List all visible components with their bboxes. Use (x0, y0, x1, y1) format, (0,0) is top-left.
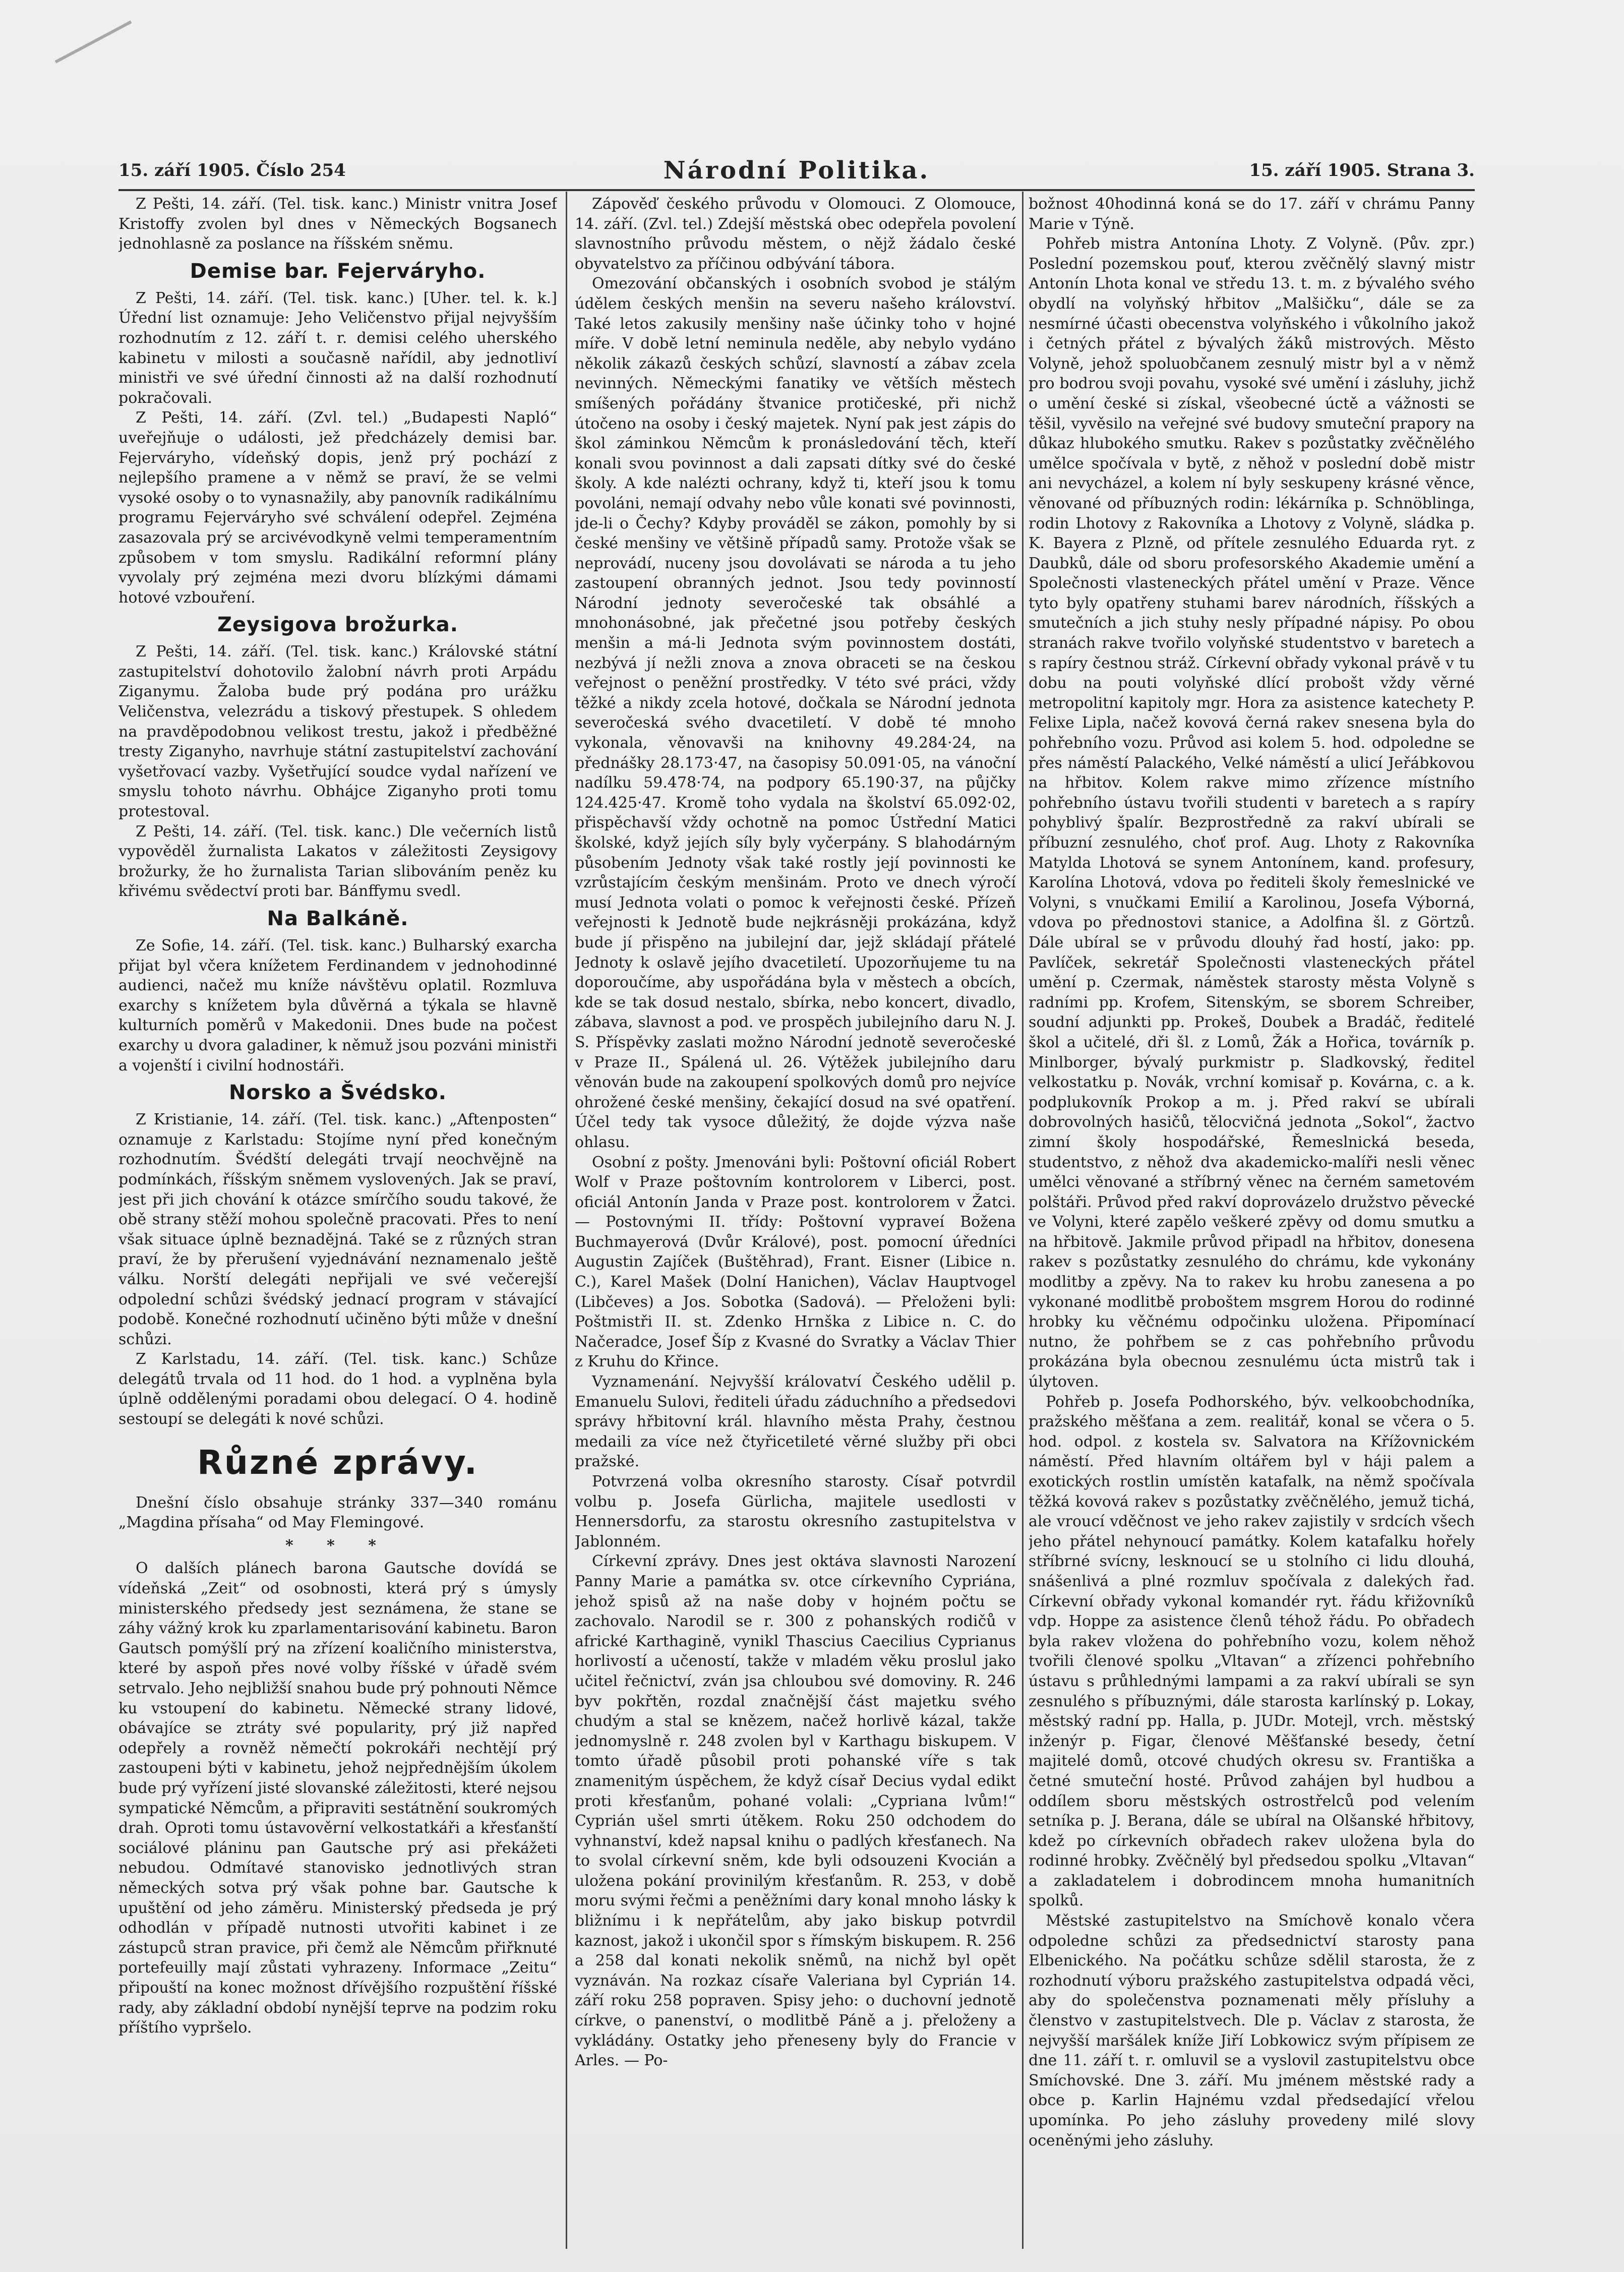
column-divider-2 (1022, 192, 1024, 2249)
article-paragraph: Potvrzená volba okresního starosty. Císař potvrdil volbu p. Josefa Gürlicha, majitele usedlosti v Hennersdorfu, za starostu okresního zastupitelstva v Jablonném. (575, 1473, 1016, 1550)
separator-stars: * * * (285, 1536, 390, 1554)
article-paragraph: Vyznamenání. Nejvyšší královatví Českého udělil p. Emanuelu Sulovi, řediteli úřadu záduchního a předsedovi správy hřbitovní král. hlavního města Prahy, čestnou medaili za více než čtyřicetileté věrné služby při obci pražské. (575, 1373, 1016, 1471)
section-heading: Norsko a Švédsko. (229, 1081, 447, 1105)
section-heading: Zeysigova brožurka. (217, 613, 458, 637)
section-heading: Demise bar. Fejerváryho. (190, 259, 486, 283)
header-date-page: 15. září 1905. Strana 3. (1249, 160, 1475, 181)
article-paragraph: Z Pešti, 14. září. (Tel. tisk. kanc.) Královské státní zastupitelství dohotovilo žalobní návrh proti Arpádu Ziganymu. Žaloba bude prý podána pro urážku Veličenstva, velezrádu a tiskový přestupek. S ohledem na pravděpodobnou velikost trestu, jakož i předběžné tresty Ziganyho, navrhuje státní zastupitelství zachování vyšetřovací vazby. Vyšetřující soudce vydal nařízení ve smyslu tohoto návrhu. Obhájce Ziganyho proti tomu protestoval. (118, 643, 557, 821)
section-heading-large: Různé zprávy. (197, 1443, 478, 1482)
column-2 (575, 194, 1016, 2246)
article-paragraph: Z Karlstadu, 14. září. (Tel. tisk. kanc.) Schůze delegátů trvala od 11 hod. do 1 hod. a vyplněna byla úplně oddělenými poradami obou delegací. O 4. hodině sestoupí se delegáti k nové schůzi. (118, 1350, 557, 1428)
header-rule (118, 189, 1475, 191)
article-paragraph: Městské zastupitelstvo na Smíchově konalo včera odpoledne schůzi za předsednictví starosty pana Elbenického. Na počátku schůze sdělil starosta, že z rozhodnutí výboru pražského zastupitelstva odpadá věci, aby do společenstva poznamenati měly přísluhy a členstvo v zastupitelstvech. Dle p. Václav z starosta, že nejvyšší maršálek kníže Jiří Lobkowicz svým přípisem ze dne 11. září t. r. omluvil se a vyslovil zastupitelstvu obce Smíchovské. Dne 3. září. Mu jménem městské rady a obce p. Karlin Hajnému vzdal předsedající vřelou upomínka. Po jeho zásluhy provedeny milé slovy oceněnými jeho zásluhy. (1029, 1912, 1475, 2149)
column-divider-1 (566, 192, 567, 2249)
article-paragraph: Osobní z pošty. Jmenováni byli: Poštovní oficiál Robert Wolf v Praze poštovním kontrolorem v Liberci, post. oficiál Antonín Janda v Praze post. kontrolorem v Žatci. — Postovnými II. třídy: Poštovní vypraveí Božena Buchmayerová (Dvůr Králové), post. pomocní úředníci Augustin Zajíček (Buštěhrad), Frant. Eisner (Libice n. C.), Karel Mašek (Dolní Hanichen), Václav Hauptvogel (Libčeves) a Jos. Sobotka (Sadová). — Přeloženi byli: Poštmistři II. st. Zdenko Hrnška z Libice n. C. do Načeradce, Josef Šíp z Kvasné do Svratky a Václav Thier z Kruhu do Křince. (575, 1153, 1016, 1371)
article-paragraph: O dalších plánech barona Gautsche dovídá se vídeňská „Zeit“ od osobnosti, která prý s úmysly ministerského předsedy jest seznámena, že stane se záhy vážný krok ku zparlamentarisování kabinetu. Baron Gautsch pomýšlí prý na zřízení koaličního ministerstva, které by aspoň přes nové volby říšské v úřadě svém setrvalo. Jeho nejbližší snahou bude prý pohnouti Němce ku vstoupení do kabinetu. Německé strany lidové, obávajíce se ztráty své popularity, prý již napřed odepřely a rovněž němečtí pokrokáři nechtějí prý zastoupeni býti v kabinetu, jehož nejpřednějším úkolem bude prý vyřízení jisté slovanské záležitosti, které nejsou sympatické Němcům, a připraviti sestátnění soukromých drah. Oproti tomu ústavověrní velkostatkáři a křesťanští sociálové pláninu pan Gautsche prý asi překážeti nebudou. Odmítavé stanovisko jednotlivých stran německých sotva prý však pohne bar. Gautsche k upuštění od jeho záměru. Ministerský předseda je prý odhodlán v případě nutnosti utvořiti kabinet i ze zástupců stran pravice, při čemž ale Němcům přiřknuté portefeuilly mají zůstati vyhrazeny. Informace „Zeitu“ připouští na konec možnost dřívějšího rozpuštění říšské rady, aby základní období nynější teprve na podzim roku příštího vypršelo. (118, 1560, 557, 2037)
article-paragraph: Církevní zprávy. Dnes jest oktáva slavnosti Narození Panny Marie a památka sv. otce církevního Cypriána, jehož spisů až na naše doby v hojném počtu se zachovalo. Narodil se r. 300 z pohanských rodičů v africké Karthagině, vynikl Thascius Caecilius Cyprianus horlivostí a učeností, takže v mladém věku proslul jako učitel řečnictví, zván jsa chloubou své domoviny. R. 246 byv pokřtěn, rozdal značnější část majetku svého chudým a stal se knězem, načež horlivě kázal, takže jednomyslně r. 248 zvolen byl v Karthagu biskupem. V tomto úřadě působil proti pohanské víře s tak znamenitým úspěchem, že když císař Decius vydal edikt proti křesťanům, pohané volali: „Cypriana lvům!“ Cyprián ušel smrti útěkem. Roku 250 odchodem do vyhnanství, kdež napsal knihu o padlých křesťanech. Na to svolal církevní sněm, kde byli odsouzeni Kvocián a uložena pokání provinilým křesťanům. R. 253, v době moru svými řečmi a peněžními dary konal mnoho lásky k bližnímu i k nepřátelům, aby jako biskup potvrdil kaznost, jakož i ukončil spor s římským biskupem. R. 256 a 258 dal konati nekolik sněmů, na nichž byl opět vyznáván. Na rozkaz císaře Valeriana byl Cyprián 14. září roku 258 popraven. Spisy jeho: o duchovní jednotě církve, o panenství, o modlitbě Páně a j. přeloženy a vykládány. Ostatky jeho přeneseny byly do Francie v Arles. — Po- (575, 1552, 1016, 2070)
article-paragraph: Z Pešti, 14. září. (Zvl. tel.) „Budapesti Napló“ uveřejňuje o události, jež předcházely demisi bar. Fejerváryho, vídeňský dopis, jenž prý pochází z nejlepšího pramene a v němž se praví, že se velmi vysoké osoby o to vynasnažily, aby panovník radikálnímu programu Fejerváryho své schválení odepřel. Zejména zasazovala prý se arcivévodkyně velmi temperamentním způsobem v tom smyslu. Radikální reformní plány vyvolaly prý zejména mezi dvoru blízkými dámami hotové vzbouření. (118, 409, 557, 607)
page-header (118, 156, 1475, 187)
pen-scratch-mark (55, 21, 132, 64)
column-3 (1029, 194, 1475, 2246)
section-heading: Na Balkáně. (267, 907, 409, 930)
article-paragraph: Z Pešti, 14. září. (Tel. tisk. kanc.) [Uher. tel. k. k.] Úřední list oznamuje: Jeho Veličenstvo přijal nejvyšším rozhodnutím z 12. září t. r. demisi celého uherského kabinetu v milosti a současně nařídil, aby jednotliví ministři ve své úřední činnosti až na další rozhodnutí pokračovali. (118, 289, 557, 407)
article-paragraph: Dnešní číslo obsahuje stránky 337—340 románu „Magdina přísaha“ od May Flemingové. (118, 1493, 557, 1532)
article-paragraph: Z Kristianie, 14. září. (Tel. tisk. kanc.) „Aftenposten“ oznamuje z Karlstadu: Stojíme nyní před konečným rozhodnutím. Švédští delegáti trvají neochvějně na podmínkách, říšským sněmem vyslovených. Jak se praví, jest při jich chování k otázce smírčího soudu takové, že obě strany stěží mohou společně pracovati. Přes to není však situace úplně beznadějná. Také se z různých stran praví, že by přerušení vyjednávání neznamenalo ještě válku. Norští delegáti nepřijali ve své večerejší odpolední schůzi švédský jednací program v stávající podobě. Konečné rozhodnutí učiněno býti může v dnešní schůzi. (118, 1111, 557, 1348)
column-1 (118, 194, 557, 2246)
article-paragraph: Omezování občanských i osobních svobod je stálým údělem českých menšin na severu našeho království. Také letos zakusily menšiny naše účinky toho v hojné míře. V době letní neminula neděle, aby nebylo vydáno několik zákazů českých schůzí, slavností a zábav zcela nevinných. Německými fanatiky ve větších městech smíšených pořádány štvanice protičeské, při nichž útočeno na osoby i český majetek. Nyní pak jest zápis do škol záminkou Němcům k pronásledování těch, kteří konali svou povinnost a dali zapsati dítky své do české školy. A kde nalézti ochrany, když ti, kteří jsou k tomu povoláni, nemají odvahy nebo vůle konati své povinnosti, jde-li o Čechy? Kdyby prováděl se zákon, pomohly by si české menšiny ve většině případů samy. Protože však se neprovádí, nuceny jsou dovolávati se národa a tu jeho zastoupení obranných jednot. Jsou tedy povinností Národní jednoty severočeské tak obsáhlé a mnohonásobné, jak přečetné jsou potřeby českých menšin a má-li Jednota svým povinnostem dostáti, nezbývá jí nežli znova a znova obraceti se na českou veřejnost o peněžní prostředky. V této své práci, vždy těžké a nikdy zcela hotové, dočkala se Národní jednota severočeská svého dvacetiletí. V době té mnoho vykonala, věnovavši na knihovny 49.284·24, na přednášky 28.173·47, na časopisy 50.091·05, na vánoční nadílku 59.478·74, na podpory 65.190·37, na půjčky 124.425·47. Kromě toho vydala na školství 65.092·02, přispěchavší vždy ochotně na pomoc Ústřední Matici školské, když jejích síly byly vyčerpány. S blahodárným působením Jednoty však také rostly její povinnosti ke vzrůstajícím českým menšinám. Proto ve dnech výročí musí Jednota volati o pomoc k veřejnosti české. Přízeň veřejnosti k Jednotě bude nejkrásněji prokázána, když bude jí přispěno na jubilejní dar, jejž skládají přátelé Jednoty k oslavě jejího dvacetiletí. Upozorňujeme tu na doporoučíme, aby uspořádána byla v městech a obcích, kde se tak dosud nestalo, sbírka, nebo koncert, divadlo, zábava, slavnost a pod. ve prospěch jubilejního daru N. J. S. Příspěvky zaslati možno Národní jednotě severočeské v Praze II., Spálená ul. 26. Výtěžek jubilejního daru věnován bude na zakoupení spolkových domů pro nejvíce ohrožené české menšiny, čekající dosud na své opatření. Účel tedy tak vysoce důležitý, že dojde výzva naše ohlasu. (575, 275, 1016, 1151)
newspaper-title: Národní Politika. (663, 156, 930, 185)
article-paragraph: Z Pešti, 14. září. (Tel. tisk. kanc.) Dle večerních listů vypověděl žurnalista Lakatos v záležitosti Zeysigovy brožurky, že ho žurnalista Tarian slibováním peněz ku křivému svědectví proti bar. Bánffymu svedl. (118, 822, 557, 901)
article-paragraph: božnost 40hodinná koná se do 17. září v chrámu Panny Marie v Týně. (1029, 195, 1475, 233)
article-paragraph: Pohřeb mistra Antonína Lhoty. Z Volyně. (Pův. zpr.) Poslední pozemskou pouť, kterou zvěčnělý slavný mistr Antonín Lhota konal ve středu 13. t. m. z bývalého svého obydlí na volyňský hřbitov „Malšičku“, dále se za nesmírné účasti obecenstva volyňského i vůkolního jakož i četných přátel z bývalých žáků mistrových. Město Volyně, jehož spoluobčanem zesnulý mistr byl a v němž pro bodrou svoji povahu, vysoké své umění i zásluhy, jichž o umění české si získal, všeobecné úctě a vážnosti se těšil, vyvěsilo na veřejné své budovy smuteční prapory na důkaz hlubokého smutku. Rakev s pozůstatky zvěčnělého umělce spočívala v bytě, z něhož v poslední době mistr ani nevycházel, a kolem ní byly seskupeny krásné věnce, věnované od příbuzných rodin: lékárníka p. Schnöblinga, rodin Lhotovy z Rakovníka a Lhotovy z Volyně, sládka p. K. Bayera z Plzně, od přítele zesnulého Eduarda ryt. z Daubků, dále od sboru profesorského Akademie umění a Společnosti vlasteneckých přátel umění v Praze. Věnce tyto byly opatřeny stuhami barev národních, říšských a smutečních a jich stuhy nesly případné nápisy. Po obou stranách rakve tvořilo volyňské studentstvo v baretech a s rapíry čestnou stráž. Církevní obřady vykonal právě v tu dobu na pouti volyňské dlící probošt vždy věrné metropolitní kapitoly mgr. Hora za asistence katechety P. Felixe Lipla, načež kovová černá rakev snesena byla do pohřebního vozu. Průvod asi kolem 5. hod. odpoledne se přes náměstí Palackého, Velké náměstí a ulicí Jeřábkovou na hřbitov. Kolem rakve mimo zřízence místního pohřebního ústavu tvořili studenti v baretech a s rapíry pohyblivý špalír. Bezprostředně za rakví ubírali se příbuzní zesnulého, choť prof. Aug. Lhoty z Rakovníka Matylda Lhotová se synem Antonínem, kand. profesury, Karolína Lhotová, vdova po řediteli školy řemeslnické ve Volyni, s vnučkami Emilií a Karolinou, Josefa Výborná, vdova po přednostovi stanice, a Adolfina šl. z Görtzů. Dále ubíral se v průvodu dlouhý řad hostí, jako: pp. Pavlíček, sekretář Společnosti vlasteneckých přátel umění p. Czermak, náměstek starosty města Volyně s radními pp. Krofem, Sitenským, se sborem Schreiber, soudní adjunkti pp. Prokeš, Doubek a Bradáč, ředitelé škol a učitelé, dři šl. z Lomů, Žák a Hořica, továrník p. Minlborger, bývalý purkmistr p. Sladkovský, ředitel velkostatku p. Novák, vrchní komisař p. Kovárna, c. a k. podplukovník Prokop a m. j. Před rakví se ubírali dobrovolných hasičů, tělocvičná jednota „Sokol“, žactvo zimní školy hospodářské, Řemeslnická beseda, studentstvo, z něhož dva akademicko-malíři nesli věnec umělci věnované a stříbrný věnec na černém sametovém polštáři. Průvod před rakví doprovázelo družstvo pěvecké ve Volyni, které zapělo veškeré zpěvy od domu smutku a na hřbitově. Jakmile průvod připadl na hřbitov, donesena rakev s pozůstatky zesnulého do chrámu, kde vykonány modlitby a zpěvy. Na to rakev ku hrobu zanesena a po vykonané modlitbě proboštem msgrem Horou do rodinné hrobky ku věčnému odpočinku uložena. Připomínací nutno, že pohřbem se z cas pohřebního průvodu prokázána byla obecnou zesnulému úcta mistrů tak i úlytoven. (1029, 235, 1475, 1391)
article-paragraph: Pohřeb p. Josefa Podhorského, býv. velkoobchodníka, pražského měšťana a zem. realitář, konal se včera o 5. hod. odpol. z kostela sv. Salvatora na Křížovnickém náměstí. Před hlavním oltářem byl v háji palem a exotických rostlin umístěn katafalk, na němž spočívala těžká kovová rakev s pozůstatky zvěčnělého, jemuž tichá, ale vroucí vděčnost ve jeho rakev zajistily v srdcích všech jeho přátel nehynoucí památky. Kolem katafalku hořely stříbrné svícny, lesknoucí se u stolního ci lidu dlouhá, snášenlivá a plné rozmluv spočívala z dalekých řad. Církevní obřady vykonal komandér ryt. řádu křižovníků vdp. Hoppe za asistence členů téhož řádu. Po obřadech byla rakev vložena do pohřebního vozu, kolem něhož tvořili členové spolku „Vltavan“ a zřízenci pohřebního ústavu s průhlednými lampami a za rakví ubírali se syn zesnulého s příbuznými, dále starosta karlínský p. Lokay, městský radní pp. Halla, p. JUDr. Motejl, vrch. městský inženýr p. Figar, členové Měšťanské besedy, četní majitelé domů, otcové chudých okresu sv. Františka a četné smuteční hosté. Průvod zahájen byl hudbou a oddílem sboru městských ostrostřelců pod velením setníka p. J. Berana, dále se ubíral na Olšanské hřbitovy, kdež po církevních obřadech rakev uložena byla do rodinné hrobky. Zvěčnělý byl předsedou spolku „Vltavan“ a zakladatelem i dobrodincem mnoha humanitních spolků. (1029, 1393, 1475, 1910)
header-date-issue: 15. září 1905. Číslo 254 (118, 160, 346, 181)
article-paragraph: Z Pešti, 14. září. (Tel. tisk. kanc.) Ministr vnitra Josef Kristoffy zvolen byl dnes v Německých Bogsanech jednohlasně za poslance na říšském sněmu. (118, 195, 557, 253)
article-paragraph: Ze Sofie, 14. září. (Tel. tisk. kanc.) Bulharský exarcha přijat byl včera knížetem Ferdinandem v jednohodinné audienci, načež mu kníže návštěvu oplatil. Rozmluva exarchy s knížetem byla důvěrná a týkala se hlavně kulturních poměrů v Makedonii. Dnes bude na počest exarchy u dvora galadiner, k němuž jsou pozváni ministři a vojenští i civilní hodnostáři. (118, 937, 557, 1074)
article-paragraph: Zápověď českého průvodu v Olomouci. Z Olomouce, 14. září. (Zvl. tel.) Zdejší městská obec odepřela povolení slavnostního průvodu městem, o nějž žádalo české obyvatelstvo za příčinou odbývání tábora. (575, 195, 1016, 273)
